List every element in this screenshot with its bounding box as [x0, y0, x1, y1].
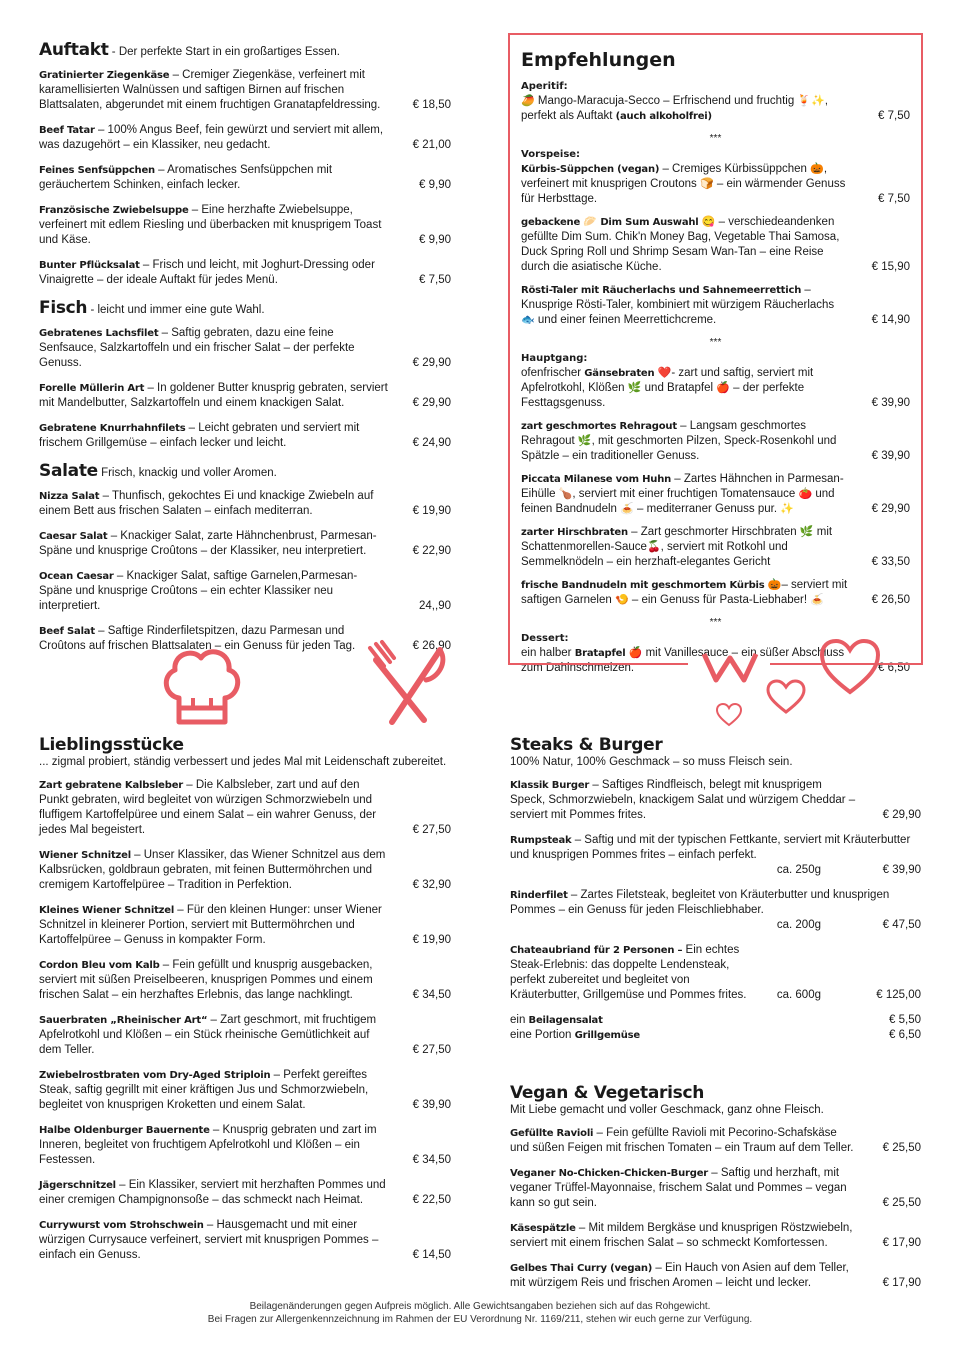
- item-price: € 39,90: [871, 397, 910, 409]
- heart-icon: [766, 679, 806, 715]
- item-weight: ca. 200g: [776, 919, 821, 931]
- section-title: Salate: [39, 461, 98, 481]
- rec-text: , mit geschmorten Pilzen, Speck-Rosenkohl und Spätzle – ein traditioneller Genuss.: [521, 435, 837, 462]
- herb-icon: 🌿: [799, 526, 814, 538]
- rec-item: [521, 215, 910, 275]
- item-price: € 7,50: [419, 274, 451, 286]
- rec-text: perfekt als Auftakt: [521, 110, 616, 122]
- menu-item: [510, 1166, 921, 1211]
- item-weight: ca. 250g: [776, 864, 821, 876]
- left-column-bottom: [39, 735, 451, 1273]
- item-price: € 6,50: [889, 1029, 921, 1041]
- divider-stars: ***: [709, 337, 722, 348]
- item-name: Caesar Salat: [39, 531, 108, 542]
- menu-item: [39, 203, 451, 248]
- salate-list: [39, 489, 451, 654]
- extra-item: [510, 1028, 921, 1043]
- menu-item: [39, 1123, 451, 1168]
- item-price: € 29,90: [412, 397, 451, 409]
- heart-icon: [716, 703, 742, 727]
- item-name: Veganer No-Chicken-Chicken-Burger: [510, 1168, 709, 1179]
- heart-icon: ❤️: [657, 367, 672, 379]
- menu-item: [39, 1013, 451, 1058]
- divider-stars: ***: [709, 133, 722, 144]
- section-subtitle: Mit Liebe gemacht und voller Geschmack, ganz ohne Fleisch.: [510, 1104, 824, 1116]
- item-name: frische Bandnudeln mit geschmortem Kürbis: [521, 580, 765, 591]
- item-price: € 22,90: [412, 545, 451, 557]
- item-price: € 26,50: [871, 594, 910, 606]
- item-desc: – Knackiger Salat, saftige Garnelen,Parmesan-Späne und knusprige Croûtons – ein echter Klassiker neu interpretiert.: [39, 570, 358, 612]
- item-name: Gebratenes Lachsfilet: [39, 328, 159, 339]
- extra-item: [510, 1013, 921, 1028]
- item-name: Ocean Caesar: [39, 571, 114, 582]
- rec-category-label: Aperitif:: [521, 81, 568, 92]
- item-desc: Ein echtes Steak-Erlebnis: das doppelte Lendensteak, perfekt zubereitet und begleitet von Kräuterbutter, Grillgemüse und Pommes frites.: [510, 944, 747, 1001]
- extras-list: [510, 1013, 921, 1043]
- item-price: € 27,50: [412, 824, 451, 836]
- item-name: Beef Tatar: [39, 125, 95, 136]
- pasta-icon: 🍝: [810, 594, 824, 606]
- item-name: Sauerbraten „Rheinischer Art“: [39, 1015, 208, 1026]
- item-name: Beilagensalat: [528, 1015, 603, 1026]
- section-title: Fisch: [39, 298, 88, 318]
- item-desc: – Mit mildem Bergkäse und knusprigen Röstzwiebeln, serviert mit einem frischen Salat – so schmeckt Komfortessen.: [510, 1222, 853, 1249]
- rec-text: mit Vanillesauce – ein süßer Abschluss zum Dahinschmelzen.: [521, 647, 845, 674]
- item-desc: – Frisch und leicht, mit Joghurt-Dressing oder Vinaigrette – der ideale Auftakt für jedes Menü.: [39, 259, 375, 286]
- item-price: € 19,90: [412, 934, 451, 946]
- item-name: Gelbes Thai Curry (vegan): [510, 1263, 653, 1274]
- steaks-list: [510, 778, 921, 1043]
- item-price: € 34,50: [412, 989, 451, 1001]
- menu-item: [39, 1178, 451, 1208]
- mango-icon: 🥭: [521, 95, 535, 107]
- rec-category-label: Hauptgang:: [521, 353, 588, 364]
- rec-text: – Zart geschmorter Hirschbraten: [627, 526, 800, 538]
- menu-item: [39, 778, 451, 838]
- apple-icon: 🍎: [628, 647, 643, 659]
- item-name: Wiener Schnitzel: [39, 850, 131, 861]
- item-name: Beef Salat: [39, 626, 95, 637]
- item-name: zarter Hirschbraten: [521, 527, 628, 538]
- item-desc: – Unser Klassiker, das Wiener Schnitzel aus dem Kalbsrücken, goldbraun gebraten, mit feinen Buttermöhrchen und cremigem Kartoffelpüree – Tradition in Perfektion.: [39, 849, 386, 891]
- section-lieblingsstuecke-header: [39, 735, 451, 770]
- rec-text: – Knusprige Rösti-Taler, kombiniert mit würzigem Räucherlachs: [521, 284, 835, 311]
- item-desc: – Fein gefüllte Ravioli mit Pecorino-Schafskäse und süßen Feigen mit frischen Tomaten – ein Traum auf dem Teller.: [510, 1127, 854, 1154]
- rec-text: mit Schattenmorellen-Sauce: [521, 526, 833, 553]
- item-name: Französische Zwiebelsuppe: [39, 205, 189, 216]
- herb-icon: 🌿: [577, 435, 592, 447]
- section-title: Vegan & Vegetarisch: [510, 1083, 705, 1103]
- menu-item: [39, 123, 451, 153]
- item-price: € 47,50: [882, 919, 921, 931]
- item-price: € 22,50: [412, 1194, 451, 1206]
- pasta-icon: 🍝: [620, 503, 634, 515]
- section-fisch-header: [39, 298, 451, 318]
- item-desc: – Ein Klassiker, serviert mit herzhaften Pommes und einer cremigen Champignonsoße – das schmeckt nach Heimat.: [39, 1179, 386, 1206]
- item-name: Bratapfel: [574, 648, 626, 659]
- item-price: € 24,90: [412, 437, 451, 449]
- fish-icon: 🐟: [521, 314, 535, 326]
- item-name: Klassik Burger: [510, 780, 590, 791]
- rec-item: [521, 419, 910, 464]
- chicken-leg-icon: 🍗: [558, 488, 573, 500]
- item-name: Dim Sum Auswahl: [597, 217, 699, 228]
- section-subtitle: Frisch, knackig und voller Aromen.: [97, 467, 277, 479]
- item-name: Gebratene Knurrhahnfilets: [39, 423, 186, 434]
- section-subtitle: ... zigmal probiert, ständig verbessert und jedes Mal mit Leidenschaft zubereitet.: [39, 756, 447, 768]
- item-price: € 29,90: [412, 357, 451, 369]
- item-price: € 7,50: [878, 193, 910, 205]
- item-name: Feines Senfsüppchen: [39, 165, 155, 176]
- item-name: Piccata Milanese vom Huhn: [521, 474, 672, 485]
- section-title: Lieblingsstücke: [39, 735, 184, 755]
- item-price: € 18,50: [412, 99, 451, 111]
- item-desc: – Cremiger Ziegenkäse, verfeinert mit karamellisierten Walnüssen und saftigen Birnen auf frischen Blattsalaten, abgerundet mit einem fruchtigen Granatapfeldressing.: [39, 69, 381, 111]
- menu-item: [39, 421, 451, 451]
- item-price: € 14,90: [871, 314, 910, 326]
- item-price: 24,,90: [419, 600, 451, 612]
- rec-item: [521, 525, 910, 570]
- rec-text: – Langsam geschmortes Rehragout: [521, 420, 807, 447]
- rec-item: [521, 472, 910, 517]
- rec-text: ofenfrischer: [521, 367, 585, 379]
- herb-icon: 🌿: [627, 382, 642, 394]
- item-desc: – Leicht gebraten und serviert mit frischem Grillgemüse – einfach lecker und leicht.: [39, 422, 360, 449]
- item-name: Gratinierter Ziegenkäse: [39, 70, 170, 81]
- rec-text: – ein wärmender Genuss für Herbsttage.: [521, 178, 846, 205]
- item-price: € 6,50: [878, 662, 910, 674]
- rec-text: , serviert mit Rotkohl und Semmelknödeln – ein herzhaft-elegantes Gericht: [521, 541, 788, 568]
- logo-w-icon: [700, 648, 760, 688]
- menu-item: [39, 68, 451, 113]
- item-desc: – Saftiges Rindfleisch, belegt mit knusprigem Speck, Schmorzwiebeln, knackigem Salat und würzigem Cheddar – serviert mit Pommes frites.: [510, 779, 856, 821]
- item-price: € 39,90: [412, 1099, 451, 1111]
- shrimp-icon: 🍤: [614, 594, 629, 606]
- item-desc: – Die Kalbsleber, zart und auf den Punkt gebraten, wird begleitet von würzigen Schmorzwiebeln und fluffigem Kartoffelpüree und einem Salat – ein wahrer Genuss, der jedes Mal begeistert.: [39, 779, 377, 836]
- rec-item: [521, 283, 910, 328]
- item-price: € 17,90: [882, 1277, 921, 1289]
- item-name: Halbe Oldenburger Bauernente: [39, 1125, 210, 1136]
- vegan-list: [510, 1126, 921, 1291]
- item-price: € 39,90: [882, 864, 921, 876]
- rec-note: (auch alkoholfrei): [615, 111, 712, 122]
- auftakt-list: [39, 68, 451, 288]
- section-title: Steaks & Burger: [510, 735, 663, 755]
- heart-icon: [818, 637, 882, 697]
- item-price: € 39,90: [871, 450, 910, 462]
- menu-item: [39, 489, 451, 519]
- pumpkin-icon: 🎃: [810, 163, 824, 175]
- section-subtitle: - leicht und immer eine gute Wahl.: [87, 304, 265, 316]
- item-desc: – Hausgemacht und mit einer würzigen Currysauce verfeinert, serviert mit knusprigen Pommes – einfach ein Genuss.: [39, 1219, 379, 1261]
- item-name: Chateaubriand für 2 Personen –: [510, 945, 683, 956]
- menu-item: [510, 1221, 921, 1251]
- item-price: € 14,50: [412, 1249, 451, 1261]
- menu-item: [39, 569, 451, 614]
- item-desc: – Knusprig gebraten und zart im Inneren, begleitet von fruchtigem Apfelrotkohl und Klößen – ein Festessen.: [39, 1124, 377, 1166]
- menu-item: [39, 381, 451, 411]
- cherry-icon: 🍒: [646, 541, 661, 553]
- item-desc: – In goldener Butter knusprig gebraten, serviert mit Mandelbutter, Salzkartoffeln und einem knackigen Salat.: [39, 382, 388, 409]
- extra-prefix: eine Portion: [510, 1029, 575, 1041]
- item-price: € 9,90: [419, 234, 451, 246]
- rec-text: – Cremiges Kürbissüppchen: [659, 163, 811, 175]
- item-weight: ca. 600g: [776, 989, 821, 1001]
- section-title: Auftakt: [39, 40, 109, 60]
- item-price: € 19,90: [412, 505, 451, 517]
- menu-item: [39, 1218, 451, 1263]
- item-desc: – Perfekt gereiftes Steak, saftig gegrillt mit einer kräftigen Jus und Schmorzwiebeln, begleitet von knusprigen Kroketten und einem Salat.: [39, 1069, 369, 1111]
- item-name: Zwiebelrostbraten vom Dry-Aged Striploin: [39, 1070, 271, 1081]
- item-desc: – Eine herzhafte Zwiebelsuppe, verfeinert mit edlem Riesling und überbacken mit knusprigem Toast und Käse.: [39, 204, 382, 246]
- item-desc: – Saftig gebraten, dazu eine feine Senfsauce, Salzkartoffeln und ein frischer Salat – der perfekte Genuss.: [39, 327, 355, 369]
- section-subtitle: - Der perfekte Start in ein großartiges Essen.: [108, 46, 340, 58]
- item-price: € 29,90: [871, 503, 910, 515]
- item-price: € 9,90: [419, 179, 451, 191]
- item-name: Rumpsteak: [510, 835, 572, 846]
- item-desc: – Saftig und herzhaft, mit veganer Trüffel-Mayonnaise, frischem Salat und Pommes – vegan kann so gut sein.: [510, 1167, 847, 1209]
- footer-line: Beilagenänderungen gegen Aufpreis möglich. Alle Gewichtsangaben beziehen sich auf das Rohgewicht.: [249, 1301, 711, 1312]
- item-name: Jägerschnitzel: [39, 1180, 116, 1191]
- item-desc: – Für den kleinen Hunger: unser Wiener Schnitzel in kleinerer Portion, serviert mit Buttermöhrchen und Kartoffelpüree – Genuss in kompakter Form.: [39, 904, 382, 946]
- item-desc: – Ein Hauch von Asien auf dem Teller, mit würzigem Reis und frischen Aromen – leicht und lecker.: [510, 1262, 849, 1289]
- section-vegan-header: [510, 1083, 921, 1118]
- fork-knife-icon: [362, 640, 452, 730]
- rec-text: – ein Genuss für Pasta-Liebhaber!: [628, 594, 811, 606]
- apple-icon: 🍎: [716, 382, 730, 394]
- rec-text: – Zartes Hähnchen in Parmesan-Eihülle: [521, 473, 844, 500]
- menu-item: [39, 903, 451, 948]
- menu-item: [39, 958, 451, 1003]
- item-desc: – Thunfisch, gekochtes Ei und knackige Zwiebeln auf einem Bett aus frischen Salaten – einfach mediterran.: [39, 490, 374, 517]
- item-name: Cordon Bleu vom Kalb: [39, 960, 160, 971]
- item-desc: – 100% Angus Beef, fein gewürzt und serviert mit allem, was dazugehört – ein Klassiker, neu gedacht.: [39, 124, 384, 151]
- item-name: Grillgemüse: [574, 1030, 641, 1041]
- rec-text: , serviert mit einer fruchtigen Tomatensauce: [572, 488, 799, 500]
- item-price: € 32,90: [412, 879, 451, 891]
- section-auftakt-header: [39, 40, 451, 60]
- rec-text: – der perfekte Festtagsgenuss.: [521, 382, 805, 409]
- chef-hat-icon: [157, 640, 247, 730]
- rec-text: und feinen Bandnudeln: [521, 488, 835, 515]
- item-desc: – Knackiger Salat, zarte Hähnchenbrust, Parmesan-Späne und knusprige Croûtons – der Klassiker, neu interpretiert.: [39, 530, 377, 557]
- item-price: € 25,50: [882, 1142, 921, 1154]
- item-name: Käsespätzle: [510, 1223, 576, 1234]
- menu-item: [39, 163, 451, 193]
- item-name: gebackene: [521, 217, 584, 228]
- menu-item: [510, 888, 921, 933]
- rec-aperitif: [521, 79, 910, 124]
- item-name: Kleines Wiener Schnitzel: [39, 905, 175, 916]
- recommendations-title: Empfehlungen: [521, 49, 676, 71]
- item-price: € 5,50: [889, 1014, 921, 1026]
- item-price: € 29,90: [882, 809, 921, 821]
- footer-line: Bei Fragen zur Allergenkennzeichnung im Rahmen der EU Verordnung Nr. 1169/211, stehen wir euch gerne zur Verfügung.: [207, 1314, 753, 1325]
- pumpkin-icon: 🎃: [767, 579, 782, 591]
- item-name: Bunter Pflücksalat: [39, 260, 140, 271]
- item-name: Rinderfilet: [510, 890, 568, 901]
- item-name: Zart gebratene Kalbsleber: [39, 780, 184, 791]
- item-name: Nizza Salat: [39, 491, 100, 502]
- menu-item: [39, 258, 451, 288]
- item-price: € 25,50: [882, 1197, 921, 1209]
- item-price: € 125,00: [876, 989, 921, 1001]
- item-name: zart geschmortes Rehragout: [521, 421, 677, 432]
- item-name: Currywurst vom Strohschwein: [39, 1220, 204, 1231]
- menu-item: [510, 833, 921, 878]
- rec-item: [521, 162, 910, 207]
- rec-text: und Bratapfel: [641, 382, 717, 394]
- item-price: € 7,50: [878, 110, 910, 122]
- item-desc: – Aromatisches Senfsüppchen mit geräuchertem Schinken, einfach lecker.: [39, 164, 333, 191]
- item-price: € 27,50: [412, 1044, 451, 1056]
- menu-item: [510, 1261, 921, 1291]
- right-column-bottom: [510, 735, 921, 1301]
- rec-item: [521, 366, 910, 411]
- yum-face-icon: 😋: [701, 216, 716, 228]
- menu-item: [510, 943, 921, 1003]
- lieblingsstuecke-list: [39, 778, 451, 1263]
- item-name: Gefüllte Ravioli: [510, 1128, 594, 1139]
- menu-item: [39, 1068, 451, 1113]
- item-name: Kürbis-Süppchen (vegan): [521, 164, 660, 175]
- rec-text: – verschiedeandenken gefüllte Dim Sum. Chik'n Money Bag, Vegetable Thai Samosa, Duck Spring Roll und Shrimp Sesam Wan-Tan – eine Reise durch die asiatische Küche.: [521, 216, 840, 273]
- rec-text: ein halber: [521, 647, 575, 659]
- item-desc: – Saftig und mit der typischen Fettkante, serviert mit Kräuterbutter und knusprigen Pommes frites – einfach perfekt.: [510, 834, 911, 861]
- section-salate-header: [39, 461, 451, 481]
- menu-item: [39, 848, 451, 893]
- menu-item: [39, 326, 451, 371]
- item-desc: – Saftige Rinderfiletspitzen, dazu Parmesan und Croûtons auf frischen Blattsalaten – ein Genuss für jeden Tag.: [39, 625, 356, 652]
- item-price: € 26,90: [412, 640, 451, 652]
- rec-text: , verfeinert mit knusprigen Croutons: [521, 163, 828, 190]
- footer: [0, 1300, 960, 1326]
- rec-text: Mango-Maracuja-Secco – Erfrischend und fruchtig: [534, 95, 798, 107]
- fisch-list: [39, 326, 451, 451]
- item-price: € 33,50: [871, 556, 910, 568]
- tomato-icon: 🍅: [798, 488, 813, 500]
- item-price: € 17,90: [882, 1237, 921, 1249]
- recommendations-box: [508, 33, 923, 674]
- item-name: Gänsebraten: [584, 368, 655, 379]
- item-desc: – Zart geschmort, mit fruchtigem Apfelrotkohl und Klößen – ein Stück rheinische Gemütlichkeit auf dem Teller.: [39, 1014, 377, 1056]
- item-name: Rösti-Taler mit Räucherlachs und Sahnemeerrettich: [521, 285, 802, 296]
- rec-text: – mediterraner Genuss pur.: [633, 503, 781, 515]
- rec-text: – serviert mit saftigen Garnelen: [521, 579, 848, 606]
- cocktail-sparkle-icon: 🍹✨,: [797, 95, 828, 107]
- left-column-top: [39, 40, 451, 664]
- item-price: € 15,90: [871, 261, 910, 273]
- item-desc: – Zartes Filetsteak, begleitet von Kräuterbutter und knusprigen Pommes – ein Genuss für jeden Fleischliebhaber.: [510, 889, 890, 916]
- rec-category-label: Dessert:: [521, 633, 569, 644]
- rec-category-label: Vorspeise:: [521, 149, 581, 160]
- item-desc: – Fein gefüllt und knusprig ausgebacken, serviert mit süßen Preiselbeeren, knusprigen Pommes und einem frischen Salat – ein herzhaftes Erlebnis, das lange nachklingt.: [39, 959, 373, 1001]
- bread-icon: 🍞: [699, 178, 714, 190]
- rec-text: und einer feinen Meerrettichcreme.: [534, 314, 717, 326]
- extra-prefix: ein: [510, 1014, 529, 1026]
- menu-item: [510, 1126, 921, 1156]
- menu-item: [39, 529, 451, 559]
- item-price: € 34,50: [412, 1154, 451, 1166]
- rec-text: - zart und saftig, serviert mit Apfelrotkohl, Klößen: [521, 367, 814, 394]
- rec-item: [521, 578, 910, 608]
- dumpling-icon: 🥟: [583, 216, 598, 228]
- item-price: € 21,00: [412, 139, 451, 151]
- item-name: Forelle Müllerin Art: [39, 383, 145, 394]
- sparkle-icon: ✨: [780, 503, 794, 515]
- section-subtitle: 100% Natur, 100% Geschmack – so muss Fleisch sein.: [510, 756, 793, 768]
- menu-item: [510, 778, 921, 823]
- divider-stars: ***: [709, 617, 722, 628]
- section-steaks-header: [510, 735, 921, 770]
